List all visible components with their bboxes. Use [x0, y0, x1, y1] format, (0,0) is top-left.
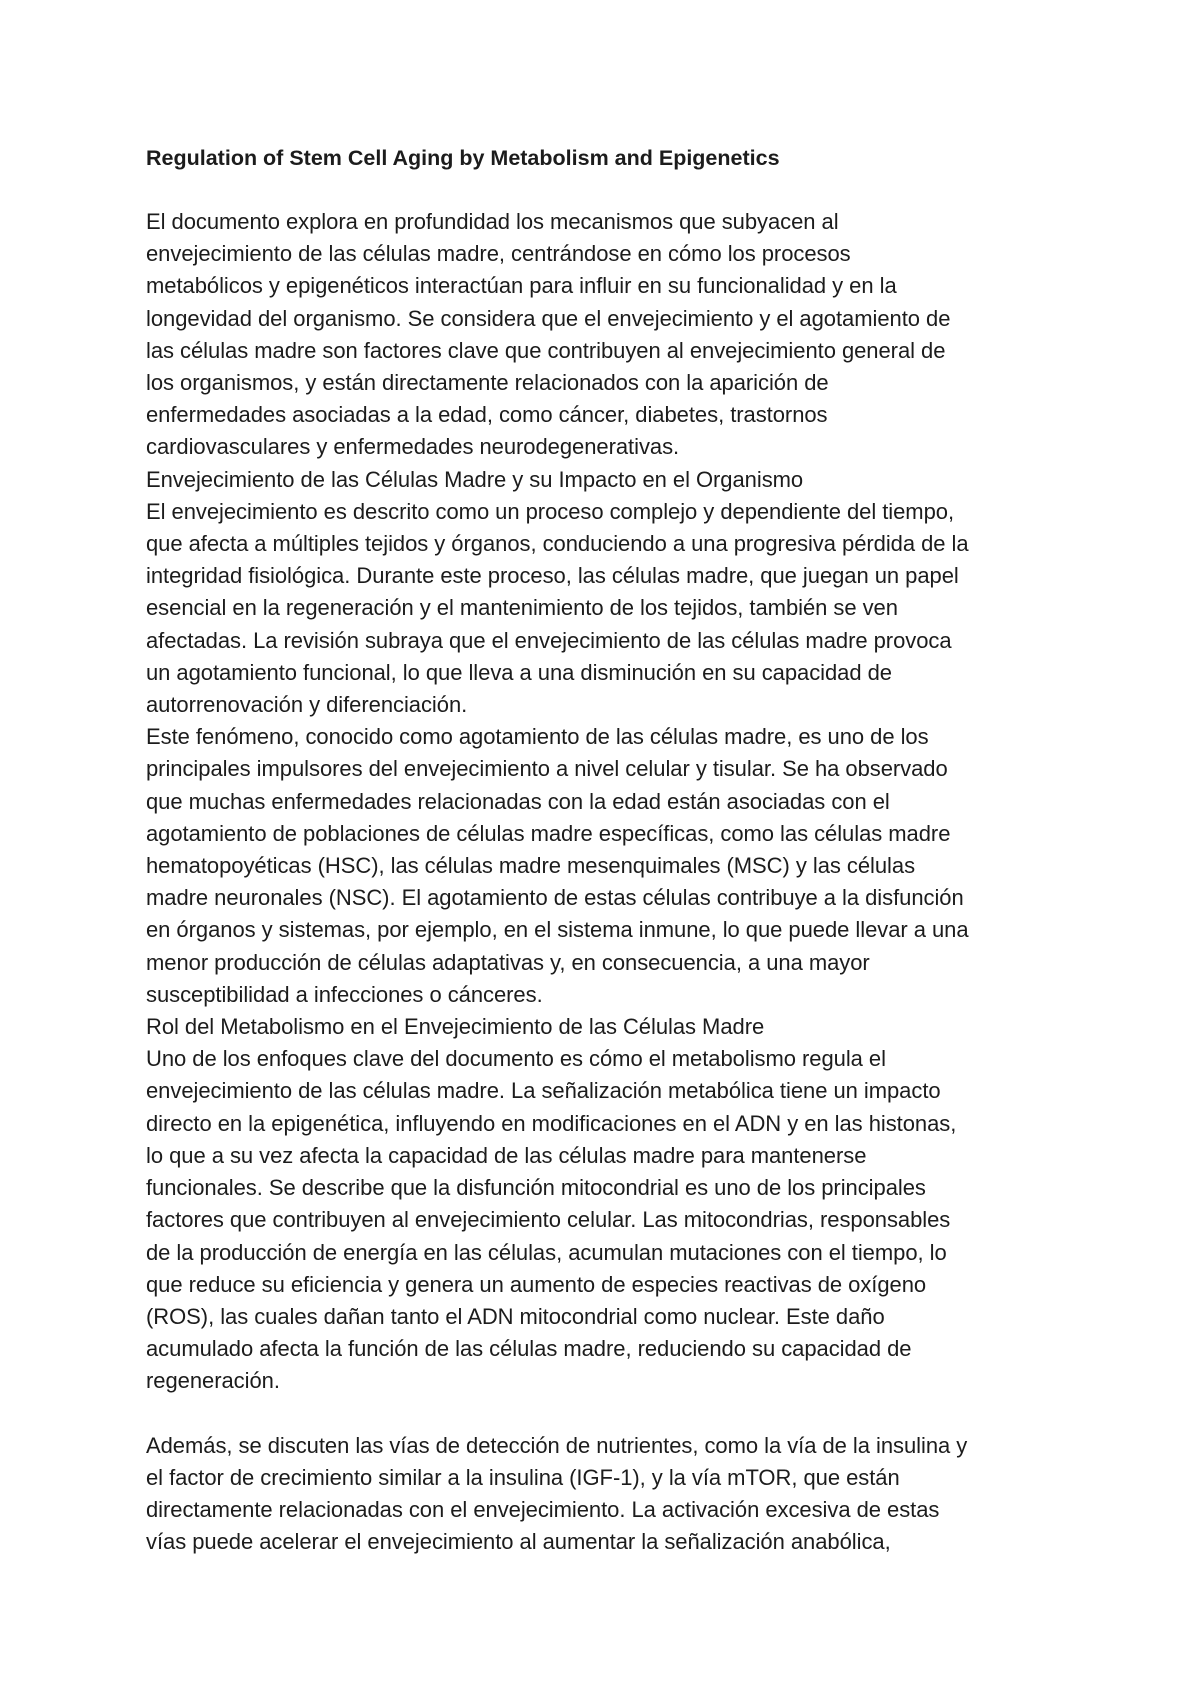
text-line: esencial en la regeneración y el mantenimiento de los tejidos, también se ven [146, 595, 898, 621]
blank-line [146, 1398, 1086, 1430]
text-line: vías puede acelerar el envejecimiento al aumentar la señalización anabólica, [146, 1529, 891, 1555]
text-line: directamente relacionadas con el envejecimiento. La activación excesiva de estas [146, 1496, 940, 1522]
text-block-1 [146, 206, 1086, 1398]
text-line: menor producción de células adaptativas y, en consecuencia, a una mayor [146, 949, 870, 975]
blank-line [146, 174, 1086, 206]
text-line: cardiovasculares y enfermedades neurodegenerativas. [146, 434, 680, 460]
text-line: envejecimiento de las células madre. La señalización metabólica tiene un impacto [146, 1078, 941, 1104]
text-line: que muchas enfermedades relacionadas con la edad están asociadas con el [146, 788, 890, 814]
text-line: que afecta a múltiples tejidos y órganos, conduciendo a una progresiva pérdida de la [146, 531, 969, 557]
text-line: integridad fisiológica. Durante este proceso, las células madre, que juegan un papel [146, 563, 959, 589]
text-line: autorrenovación y diferenciación. [146, 692, 468, 718]
text-line: el factor de crecimiento similar a la insulina (IGF-1), y la vía mTOR, que están [146, 1464, 900, 1490]
text-line: enfermedades asociadas a la edad, como cáncer, diabetes, trastornos [146, 402, 828, 428]
text-line: metabólicos y epigenéticos interactúan para influir en su funcionalidad y en la [146, 273, 897, 299]
text-line: Uno de los enfoques clave del documento es cómo el metabolismo regula el [146, 1046, 886, 1072]
text-line: longevidad del organismo. Se considera que el envejecimiento y el agotamiento de [146, 305, 951, 331]
text-line: envejecimiento de las células madre, centrándose en cómo los procesos [146, 241, 851, 267]
text-line: madre neuronales (NSC). El agotamiento de estas células contribuye a la disfunción [146, 885, 964, 911]
text-line: en órganos y sistemas, por ejemplo, en el sistema inmune, lo que puede llevar a una [146, 917, 969, 943]
text-line: afectadas. La revisión subraya que el envejecimiento de las células madre provoca [146, 627, 952, 653]
text-line: las células madre son factores clave que contribuyen al envejecimiento general de [146, 337, 946, 363]
text-line: lo que a su vez afecta la capacidad de las células madre para mantenerse [146, 1142, 867, 1168]
text-line: hematopoyéticas (HSC), las células madre mesenquimales (MSC) y las células [146, 853, 916, 879]
text-block-2 [146, 1430, 1086, 1559]
text-line: (ROS), las cuales dañan tanto el ADN mitocondrial como nuclear. Este daño [146, 1303, 885, 1329]
document-title: Regulation of Stem Cell Aging by Metabolism and Epigenetics [146, 146, 780, 170]
text-line: Envejecimiento de las Células Madre y su Impacto en el Organismo [146, 466, 804, 492]
document-body [146, 142, 1086, 1558]
text-line: regeneración. [146, 1368, 280, 1394]
text-line: factores que contribuyen al envejecimiento celular. Las mitocondrias, responsables [146, 1207, 951, 1233]
text-line: El documento explora en profundidad los mecanismos que subyacen al [146, 209, 839, 234]
text-line: acumulado afecta la función de las células madre, reduciendo su capacidad de [146, 1336, 912, 1362]
text-line: que reduce su eficiencia y genera un aumento de especies reactivas de oxígeno [146, 1271, 927, 1297]
text-line: El envejecimiento es descrito como un proceso complejo y dependiente del tiempo, [146, 498, 955, 524]
text-line: de la producción de energía en las células, acumulan mutaciones con el tiempo, lo [146, 1239, 947, 1265]
text-line: directo en la epigenética, influyendo en modificaciones en el ADN y en las histonas, [146, 1110, 957, 1136]
text-line: principales impulsores del envejecimiento a nivel celular y tisular. Se ha observado [146, 756, 948, 782]
text-line: los organismos, y están directamente relacionados con la aparición de [146, 370, 829, 396]
text-line: Este fenómeno, conocido como agotamiento de las células madre, es uno de los [146, 724, 929, 750]
text-line: un agotamiento funcional, lo que lleva a una disminución en su capacidad de [146, 659, 892, 685]
text-line: Además, se discuten las vías de detección de nutrientes, como la vía de la insulina y [146, 1432, 968, 1458]
text-line: funcionales. Se describe que la disfunción mitocondrial es uno de los principales [146, 1175, 926, 1201]
text-line: susceptibilidad a infecciones o cánceres. [146, 981, 543, 1007]
text-line: Rol del Metabolismo en el Envejecimiento de las Células Madre [146, 1014, 765, 1040]
text-line: agotamiento de poblaciones de células madre específicas, como las células madre [146, 820, 951, 846]
